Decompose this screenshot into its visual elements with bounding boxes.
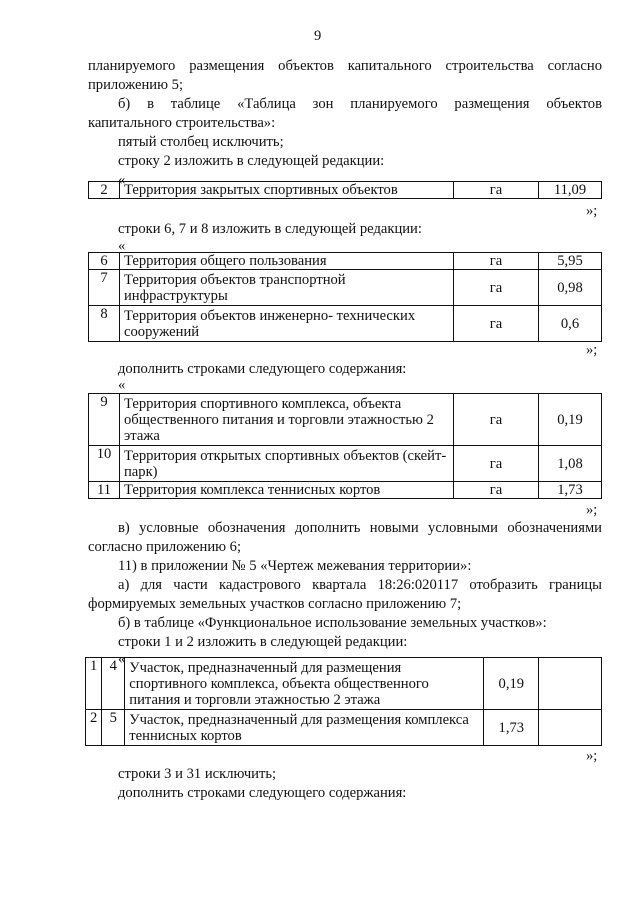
quote-close: »; [586,203,598,219]
area-value: 0,19 [539,394,602,446]
unit: га [454,446,539,482]
quote-close: »; [586,748,598,764]
page-number: 9 [314,28,322,44]
text-line: приложению 5; [88,77,184,93]
table-row [89,446,602,482]
plot-description: Участок, предназначенный для размещения комплекса теннисных кортов [125,710,484,746]
zone-name: Территория открытых спортивных объектов (скейт-парк) [120,446,454,482]
table-row [89,394,602,446]
unit: га [454,394,539,446]
quote-open: « [118,377,126,393]
quote-open: « [118,651,126,667]
area-value: 1,73 [484,710,539,746]
table-row [89,306,602,342]
text-line: дополнить строками следующего содержания: [118,361,407,377]
text-line: строки 1 и 2 изложить в следующей редакции: [118,634,408,650]
text-line: б) в таблице «Таблица зон планируемого размещения объектов [118,96,602,112]
zones-table-rows-6-8 [88,252,602,342]
table-row [89,182,602,199]
text-line: б) в таблице «Функциональное использование земельных участков»: [118,615,547,631]
zone-name: Территория закрытых спортивных объектов [120,182,454,199]
area-value: 1,73 [539,482,602,499]
text-line: дополнить строками следующего содержания: [118,785,407,801]
quote-close: »; [586,502,598,518]
empty-cell [539,710,602,746]
row-number: 6 [89,253,120,270]
text-line: в) условные обозначения дополнить новыми условными обозначениями [118,520,602,536]
area-value: 5,95 [539,253,602,270]
row-number: 7 [89,270,120,306]
row-number: 1 [86,658,102,710]
table-row [89,270,602,306]
unit: га [454,306,539,342]
text-line: пятый столбец исключить; [118,134,284,150]
table-row [89,482,602,499]
text-line: а) для части кадастрового квартала 18:26:020117 отобразить границы [118,577,602,593]
area-value: 0,6 [539,306,602,342]
unit: га [454,182,539,199]
text-line: формируемых земельных участков согласно приложению 7; [88,596,462,612]
quote-open: « [118,172,126,188]
row-number: 9 [89,394,120,446]
zone-name: Территория комплекса теннисных кортов [120,482,454,499]
unit: га [454,253,539,270]
table-row [89,253,602,270]
zones-table-row2 [88,181,602,199]
row-number: 2 [89,182,120,199]
row-number: 2 [86,710,102,746]
empty-cell [539,658,602,710]
text-line: строки 6, 7 и 8 изложить в следующей редакции: [118,221,422,237]
text-line: капитального строительства»: [88,115,276,131]
text-line: строки 3 и 31 исключить; [118,766,277,782]
quote-open: « [118,238,126,254]
table-row [86,658,602,710]
text-line: планируемого размещения объектов капитального строительства согласно [88,58,602,74]
plot-description: Участок, предназначенный для размещения спортивного комплекса, объекта общественного питания и торговли этажностью 2 этажа [125,658,484,710]
zones-table-new-rows [88,393,602,499]
text-line: 11) в приложении № 5 «Чертеж межевания территории»: [118,558,472,574]
area-value: 0,19 [484,658,539,710]
zone-name: Территория общего пользования [120,253,454,270]
zone-name: Территория объектов транспортной инфраструктуры [120,270,454,306]
land-use-table [85,657,602,746]
plot-number: 5 [102,710,125,746]
row-number: 10 [89,446,120,482]
text-line: строку 2 изложить в следующей редакции: [118,153,385,169]
row-number: 11 [89,482,120,499]
area-value: 0,98 [539,270,602,306]
zone-name: Территория объектов инженерно- технических сооружений [120,306,454,342]
plot-number: 4 [102,658,125,710]
quote-close: »; [586,342,598,358]
text-line: согласно приложению 6; [88,539,242,555]
unit: га [454,482,539,499]
row-number: 8 [89,306,120,342]
area-value: 1,08 [539,446,602,482]
table-row [86,710,602,746]
unit: га [454,270,539,306]
area-value: 11,09 [539,182,602,199]
zone-name: Территория спортивного комплекса, объекта общественного питания и торговли этажностью 2 этажа [120,394,454,446]
